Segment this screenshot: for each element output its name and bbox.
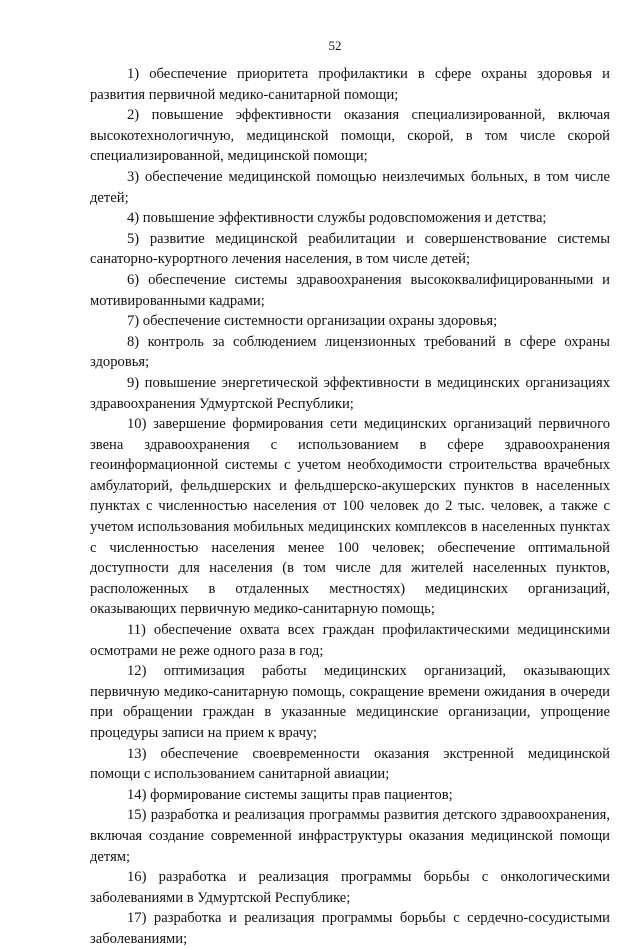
list-item-14: 14) формирование системы защиты прав пациентов; <box>127 786 453 803</box>
list-item-9: 9) повышение энергетической эффективности в медицинских организациях здравоохранения Удмуртской Республики; <box>90 374 610 412</box>
list-item-1: 1) обеспечение приоритета профилактики в сфере охраны здоровья и развития первичной медико-санитарной помощи; <box>90 66 610 103</box>
list-item-12: 12) оптимизация работы медицинских организаций, оказывающих первичную медико-санитарную помощь, сокращение времени ожидания в очереди при обращении граждан в указанные медицинские организации, упрощение процедуры записи на прием к врачу; <box>90 663 610 741</box>
list-item-16: 16) разработка и реализация программы борьбы с онкологическими заболеваниями в Удмуртской Республике; <box>90 869 610 906</box>
list-item-4: 4) повышение эффективности службы родовспоможения и детства; <box>127 210 547 227</box>
list-item-8: 8) контроль за соблюдением лицензионных требований в сфере охраны здоровья; <box>90 333 610 371</box>
list-item-5: 5) развитие медицинской реабилитации и совершенствование системы санаторно-курортного лечения населения, в том числе детей; <box>90 230 610 268</box>
list-item-17: 17) разработка и реализация программы борьбы с сердечно-сосудистыми заболеваниями; <box>90 910 610 947</box>
list-item-2: 2) повышение эффективности оказания специализированной, включая высокотехнологичную, медицинской помощи, скорой, в том числе скорой специализированной, медицинской помощи; <box>90 107 610 165</box>
list-item-3: 3) обеспечение медицинской помощью неизлечимых больных, в том числе детей; <box>90 168 610 206</box>
page-number: 52 <box>328 38 342 53</box>
list-item-15: 15) разработка и реализация программы развития детского здравоохранения, включая создание современной инфраструктуры оказания медицинской помощи детям; <box>90 807 610 865</box>
list-item-10: 10) завершение формирования сети медицинских организаций первичного звена здравоохранения с использованием в сфере здравоохранения геоинформационной системы с учетом необходимости строительства врачебных амбулаторий, фельдшерских и фельдшерско-акушерских пунктов в населенных пунктах с численностью населения от 100 человек до 2 тыс. человек, а также с учетом использования мобильных медицинских комплексов в населенных пунктах с численностью населения менее 100 человек; обеспечение оптимальной доступности для населения (в том числе для жителей населенных пунктов, расположенных в отдаленных местностях) медицинских организаций, оказывающих первичную медико-санитарную помощь; <box>90 416 610 618</box>
list-item-11: 11) обеспечение охвата всех граждан профилактическими медицинскими осмотрами не реже одного раза в год; <box>90 622 610 659</box>
list-item-6: 6) обеспечение системы здравоохранения высококвалифицированными и мотивированными кадрами; <box>90 271 610 309</box>
list-item-13: 13) обеспечение своевременности оказания экстренной медицинской помощи с использованием санитарной авиации; <box>90 745 610 783</box>
list-item-7: 7) обеспечение системности организации охраны здоровья; <box>127 313 498 330</box>
